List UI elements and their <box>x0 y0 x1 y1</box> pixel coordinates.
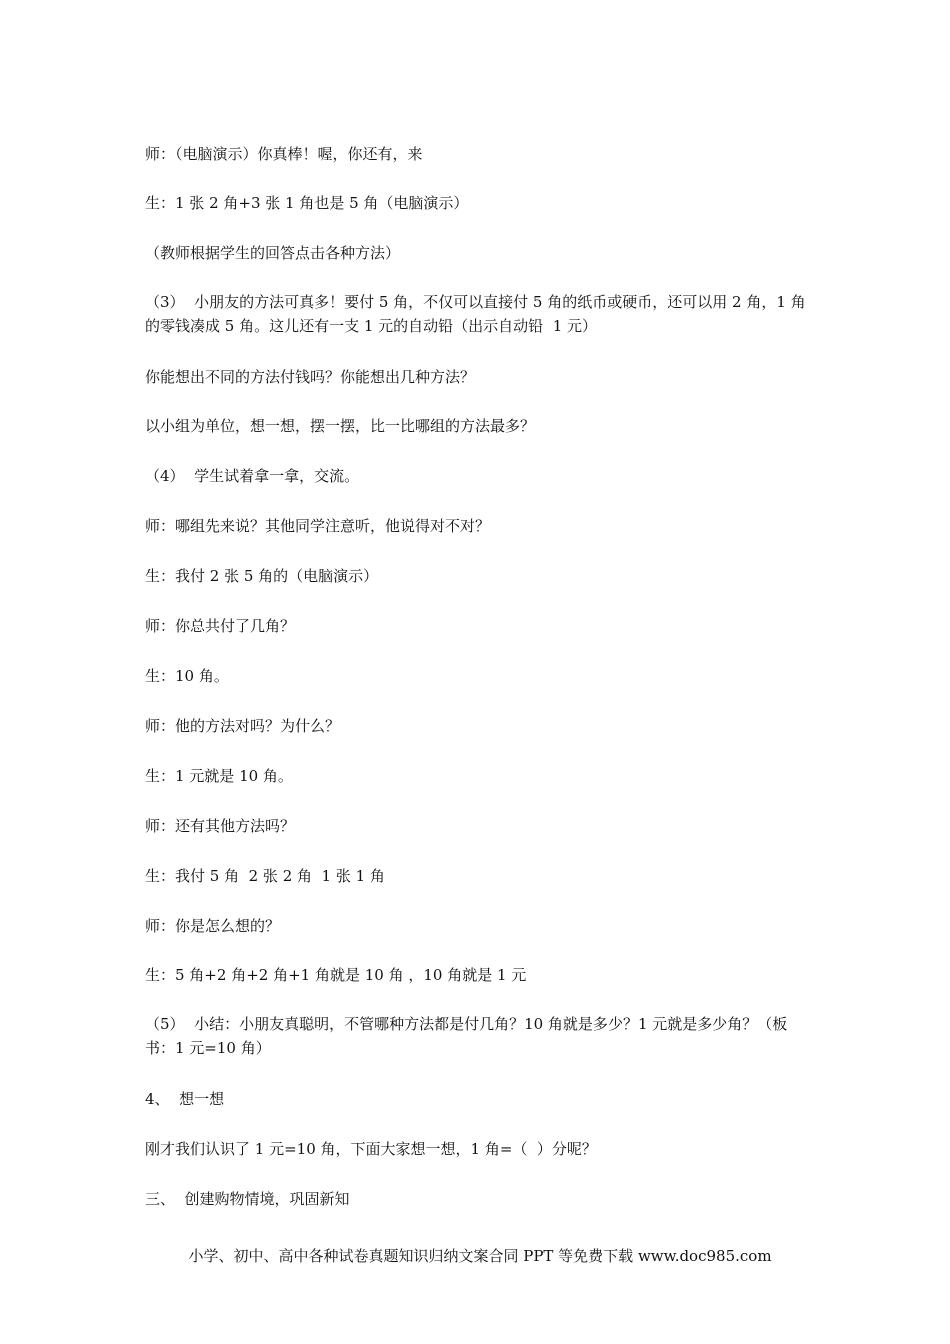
page-footer: 小学、初中、高中各种试卷真题知识归纳文案合同 PPT 等免费下载 www.doc985.com <box>188 1247 772 1265</box>
paragraph-student-1yuan: 生：1 元就是 10 角。 <box>145 767 293 785</box>
paragraph-student-mixed: 生：我付 5 角 2 张 2 角 1 张 1 角 <box>145 867 385 885</box>
paragraph-question-methods: 你能想出不同的方法付钱吗？你能想出几种方法？ <box>145 368 476 386</box>
paragraph-group-activity: 以小组为单位，想一想，摆一摆，比一比哪组的方法最多？ <box>145 417 536 435</box>
paragraph-teacher-total: 师：你总共付了几角？ <box>145 617 296 635</box>
heading-section-3: 三、 创建购物情境，巩固新知 <box>145 1190 350 1208</box>
paragraph-step-5-summary: （5） 小结：小朋友真聪明，不管哪种方法都是付几角？10 角就是多少？1 元就是多少角？（板书：1 元=10 角） <box>145 1015 788 1057</box>
paragraph-student-two-5jiao: 生：我付 2 张 5 角的（电脑演示） <box>145 567 379 585</box>
paragraph-jiao-to-fen: 刚才我们认识了 1 元=10 角，下面大家想一想，1 角=（ ）分呢？ <box>145 1140 597 1158</box>
paragraph-step-3: （3） 小朋友的方法可真多！要付 5 角，不仅可以直接付 5 角的纸币或硬币，还可以用 2 角，1 角的零钱凑成 5 角。这儿还有一支 1 元的自动铅（出示自动铅 1 元） <box>145 293 806 335</box>
paragraph-teacher-why: 师：他的方法对吗？为什么？ <box>145 717 341 735</box>
heading-think: 4、 想一想 <box>145 1090 225 1108</box>
paragraph-teacher-demo: 师：（电脑演示）你真棒！喔，你还有，来 <box>145 145 423 163</box>
paragraph-student-10jiao: 生：10 角。 <box>145 667 229 685</box>
paragraph-teacher-which-group: 师：哪组先来说？其他同学注意听，他说得对不对？ <box>145 517 491 535</box>
paragraph-teacher-note: （教师根据学生的回答点击各种方法） <box>145 244 401 262</box>
paragraph-student-sum: 生：5 角+2 角+2 角+1 角就是 10 角 ，10 角就是 1 元 <box>145 966 527 984</box>
paragraph-teacher-other: 师：还有其他方法吗？ <box>145 817 296 835</box>
paragraph-student-answer-1: 生：1 张 2 角+3 张 1 角也是 5 角（电脑演示） <box>145 194 469 212</box>
paragraph-teacher-how: 师：你是怎么想的？ <box>145 917 281 935</box>
paragraph-step-4: （4） 学生试着拿一拿，交流。 <box>145 467 360 485</box>
